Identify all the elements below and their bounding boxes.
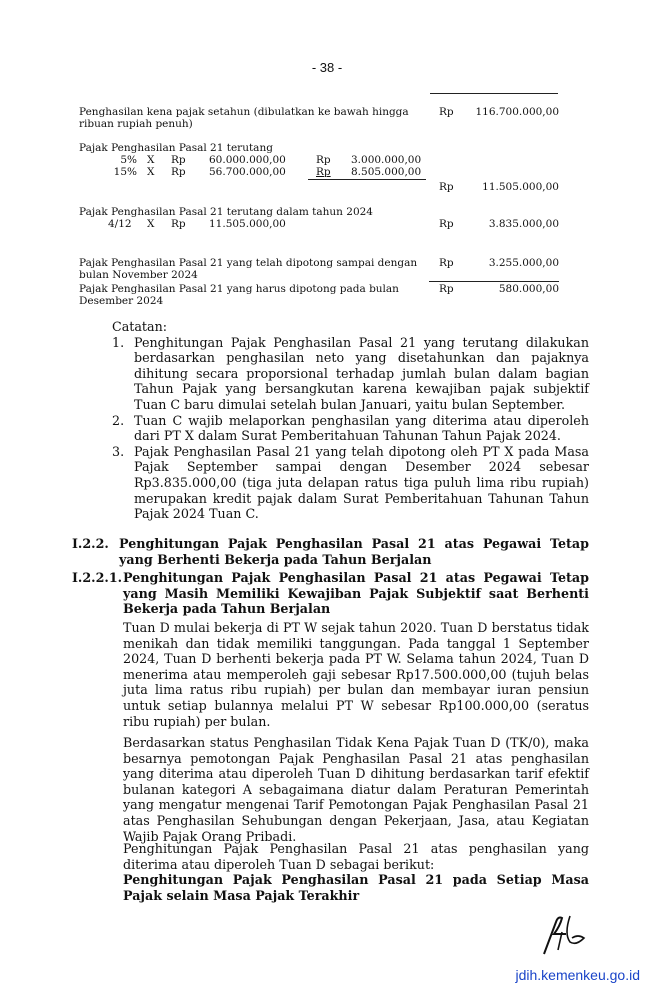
note-text: Penghitungan Pajak Penghasilan Pasal 21 yang terutang dilakukan berdasarkan penghasilan neto yang disetahunkan dan pajaknya dihitung secara proporsional terhadap jumlah bulan dalam bagian Tahun Pajak yang bersangkutan karena kewajiban pajak subjektif Tuan C baru dimulai setelah bulan Januari, yaitu bulan September. xyxy=(134,334,589,412)
paragraph-calculation-intro: Penghitungan Pajak Penghasilan Pasal 21 atas penghasilan yang diterima atau diperoleh Tuan D sebagai berikut: xyxy=(123,841,589,872)
paragraph-employee-facts: Tuan D mulai bekerja di PT W sejak tahun 2020. Tuan D berstatus tidak menikah dan tidak memiliki tanggungan. Pada tanggal 1 September 2024, Tuan D berhenti bekerja pada PT W. Selama tahun 2024, Tuan D menerima atau memperoleh gaji sebesar Rp17.500.000,00 (tujuh belas juta lima ratus ribu rupiah) per bulan dan membayar iuran pensiun untuk setiap bulannya melalui PT W sebesar Rp100.000,00 (seratus ribu rupiah) per bulan. xyxy=(123,620,589,729)
balance-rule xyxy=(429,281,559,282)
result-currency: Rp xyxy=(316,166,331,178)
note-item xyxy=(112,412,589,444)
note-number: 1. xyxy=(112,334,125,350)
withheld-label-1: Pajak Penghasilan Pasal 21 yang telah dipotong sampai dengan xyxy=(79,257,418,269)
to-withhold-label-1: Pajak Penghasilan Pasal 21 yang harus dipotong pada bulan xyxy=(79,283,399,295)
tax-calculation xyxy=(79,106,559,306)
notes xyxy=(112,319,589,522)
paragraph-tax-basis: Berdasarkan status Penghasilan Tidak Kena Pajak Tuan D (TK/0), maka besarnya pemotongan Pajak Penghasilan Pasal 21 atas penghasilan yang diterima atau diperoleh Tuan D dihitung berdasarkan tarif efektif bulanan kategori A sebagaimana diatur dalam Peraturan Pemerintah yang mengatur mengenai Tarif Pemotongan Pajak Penghasilan Pasal 21 atas Penghasilan Sehubungan dengan Pekerjaan, Jasa, atau Kegiatan Wajib Pajak Orang Pribadi. xyxy=(123,735,589,844)
tax-due-year-currency: Rp xyxy=(439,218,454,230)
base-amount: 56.700.000,00 xyxy=(209,166,286,178)
tax-due-total: 11.505.000,00 xyxy=(482,181,559,193)
notes-title: Catatan: xyxy=(112,319,168,334)
taxable-income-label-2: ribuan rupiah penuh) xyxy=(79,118,193,130)
to-withhold-currency: Rp xyxy=(439,283,454,295)
multiply-sign: X xyxy=(147,166,155,178)
note-item xyxy=(112,443,589,522)
notes-list xyxy=(112,335,589,522)
tax-due-year-amount: 3.835.000,00 xyxy=(488,218,559,230)
result-currency: Rp xyxy=(316,154,331,166)
section-number: I.2.2. xyxy=(72,536,109,551)
divider-top xyxy=(430,93,558,94)
tax-due-total-currency: Rp xyxy=(439,181,454,193)
section-title: Penghitungan Pajak Penghasilan Pasal 21 atas Pegawai Tetap yang Berhenti Bekerja pada Tahun Berjalan xyxy=(119,536,589,567)
base-currency: Rp xyxy=(171,166,186,178)
to-withhold-label-2: Desember 2024 xyxy=(79,295,164,307)
to-withhold-amount: 580.000,00 xyxy=(498,283,559,295)
note-item xyxy=(112,334,589,413)
signature-icon xyxy=(540,912,590,961)
tax-due-label: Pajak Penghasilan Pasal 21 terutang xyxy=(79,142,273,154)
base-amount: 60.000.000,00 xyxy=(209,154,286,166)
base-currency: Rp xyxy=(171,154,186,166)
tax-due-year-label: Pajak Penghasilan Pasal 21 terutang dalam tahun 2024 xyxy=(79,206,373,218)
note-number: 2. xyxy=(112,412,125,428)
note-number: 3. xyxy=(112,443,125,459)
withheld-amount: 3.255.000,00 xyxy=(488,257,559,269)
base-amount: 11.505.000,00 xyxy=(209,218,286,230)
section-title: Penghitungan Pajak Penghasilan Pasal 21 atas Pegawai Tetap yang Masih Memiliki Kewajiban Pajak Subjektif saat Berhenti Bekerja pada Tahun Berjalan xyxy=(123,570,589,617)
withheld-label-2: bulan November 2024 xyxy=(79,269,198,281)
footer-link[interactable]: jdih.kemenkeu.go.id xyxy=(515,967,640,983)
rate: 5% xyxy=(120,154,137,166)
taxable-income-currency: Rp xyxy=(439,106,454,118)
subheading-monthly-calc: Penghitungan Pajak Penghasilan Pasal 21 pada Setiap Masa Pajak selain Masa Pajak Terakhir xyxy=(123,872,589,903)
taxable-income-label-1: Penghasilan kena pajak setahun (dibulatkan ke bawah hingga xyxy=(79,106,409,118)
withheld-currency: Rp xyxy=(439,257,454,269)
multiply-sign: X xyxy=(147,218,155,230)
multiply-sign: X xyxy=(147,154,155,166)
taxable-income-amount: 116.700.000,00 xyxy=(475,106,559,118)
section-heading-1-2-2 xyxy=(72,536,589,567)
fraction: 4/12 xyxy=(108,218,132,230)
rate: 15% xyxy=(113,166,137,178)
section-number: I.2.2.1. xyxy=(72,570,123,585)
note-text: Tuan C wajib melaporkan penghasilan yang diterima atau diperoleh dari PT X dalam Surat Pemberitahuan Tahunan Tahun Pajak 2024. xyxy=(134,412,589,444)
result-amount: 3.000.000,00 xyxy=(351,154,422,166)
note-text: Pajak Penghasilan Pasal 21 yang telah dipotong oleh PT X pada Masa Pajak September sampai dengan Desember 2024 sebesar Rp3.835.000,00 (tiga juta delapan ratus tiga puluh lima ribu rupiah) merupakan kredit pajak dalam Surat Pemberitahuan Tahunan Tahun Pajak 2024 Tuan C. xyxy=(134,443,589,522)
page-number: - 38 - xyxy=(311,60,343,75)
base-currency: Rp xyxy=(171,218,186,230)
subtotal-rule xyxy=(308,179,426,180)
section-heading-1-2-2-1 xyxy=(72,570,589,617)
result-amount: 8.505.000,00 xyxy=(351,166,422,178)
